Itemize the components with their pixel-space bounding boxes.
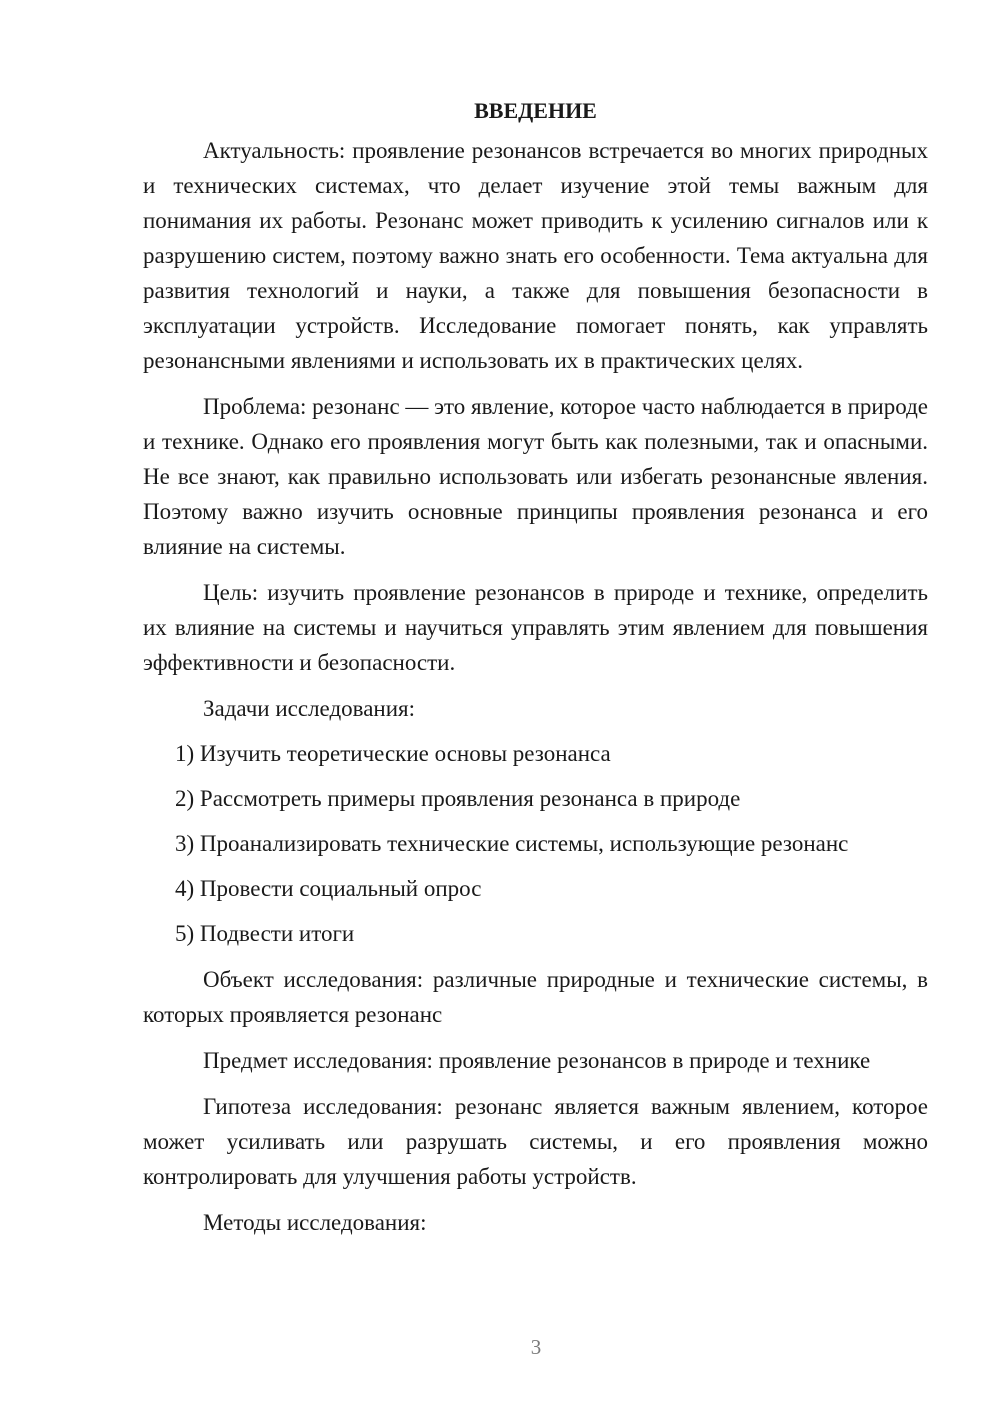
task-item-3: 3) Проанализировать технические системы, использующие резонанс [175, 831, 849, 856]
paragraph-subject: Предмет исследования: проявление резонансов в природе и технике [203, 1048, 871, 1073]
paragraph-relevance: Актуальность: проявление резонансов встречается во многих природных и технических системах, что делает изучение этой темы важным для понимания их работы. Резонанс может приводить к усилению сигналов или к разрушению систем, поэтому важно знать его особенности. Тема актуальна для развития технологий и науки, а также для повышения безопасности в эксплуатации устройств. Исследование помогает понять, как управлять резонансными явлениями и использовать их в практических целях. [143, 138, 928, 373]
methods-heading: Методы исследования: [203, 1210, 427, 1235]
section-title: ВВЕДЕНИЕ [474, 98, 597, 123]
task-item-1: 1) Изучить теоретические основы резонанса [175, 741, 611, 766]
task-item-2: 2) Рассмотреть примеры проявления резонанса в природе [175, 786, 741, 811]
page-content [143, 96, 928, 1240]
paragraph-hypothesis: Гипотеза исследования: резонанс является важным явлением, которое может усиливать или разрушать системы, и его проявления можно контролировать для улучшения работы устройств. [143, 1094, 928, 1189]
paragraph-object: Объект исследования: различные природные и технические системы, в которых проявляется резонанс [143, 967, 928, 1027]
tasks-heading: Задачи исследования: [203, 696, 416, 721]
task-item-4: 4) Провести социальный опрос [175, 876, 482, 901]
page-number: 3 [530, 1335, 542, 1359]
paragraph-problem: Проблема: резонанс — это явление, которое часто наблюдается в природе и технике. Однако его проявления могут быть как полезными, так и опасными. Не все знают, как правильно использовать или избегать резонансные явления. Поэтому важно изучить основные принципы проявления резонанса и его влияние на системы. [143, 394, 928, 559]
paragraph-goal: Цель: изучить проявление резонансов в природе и технике, определить их влияние на системы и научиться управлять этим явлением для повышения эффективности и безопасности. [143, 580, 928, 675]
task-item-5: 5) Подвести итоги [175, 921, 355, 946]
